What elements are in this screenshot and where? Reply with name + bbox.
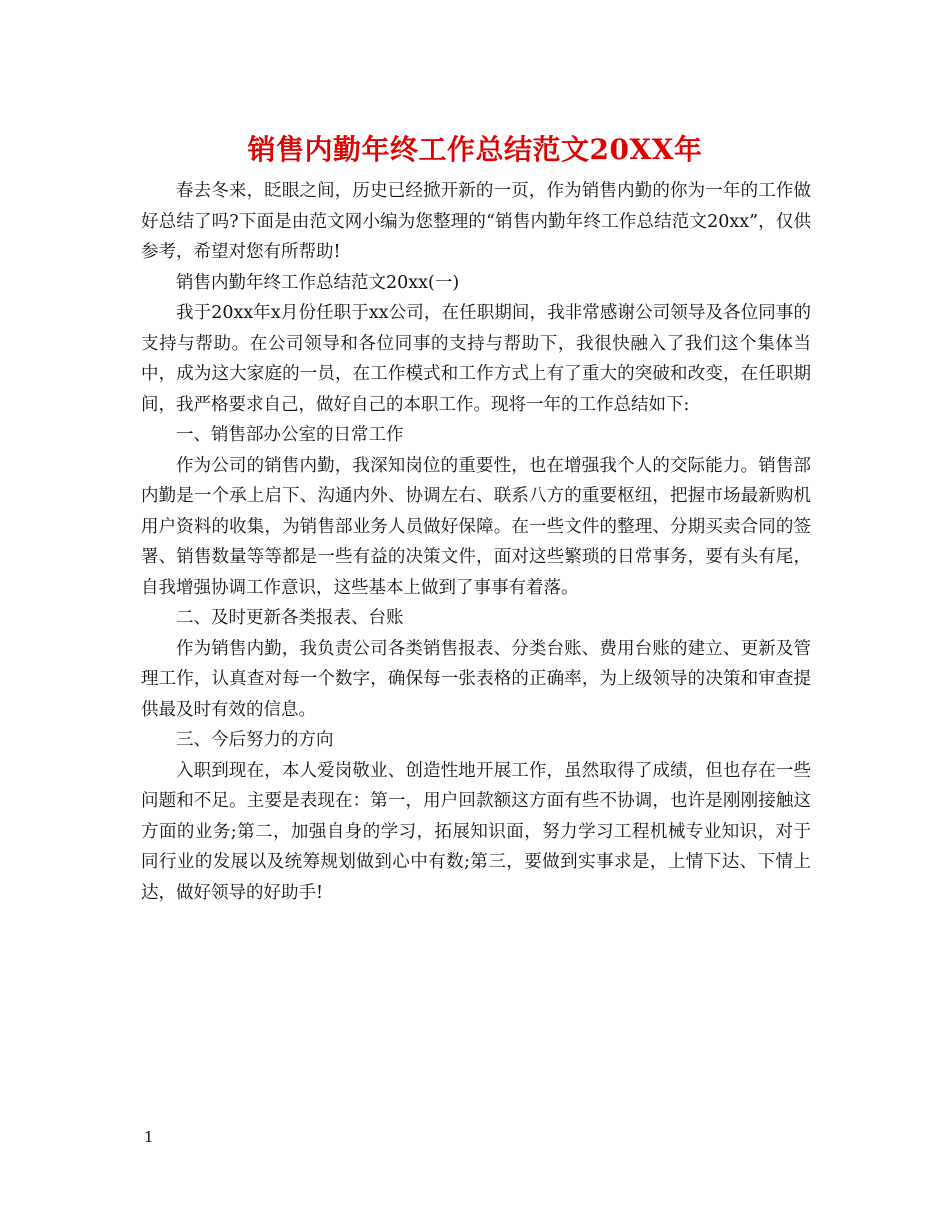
body-paragraph: 入职到现在，本人爱岗敬业、创造性地开展工作，虽然取得了成绩，但也存在一些问题和不足。主要是表现在：第一，用户回款额这方面有些不协调，也许是刚刚接触这方面的业务;第二，加强自身的学习，拓展知识面，努力学习工程机械专业知识，对于同行业的发展以及统筹规划做到心中有数;第三，要做到实事求是，上情下达、下情上达，做好领导的好助手! (141, 760, 811, 903)
page-number: 1 (144, 1128, 154, 1146)
body-paragraph: 作为公司的销售内勤，我深知岗位的重要性，也在增强我个人的交际能力。销售部内勤是一个承上启下、沟通内外、协调左右、联系八方的重要枢纽，把握市场最新购机用户资料的收集，为销售部业务人员做好保障。在一些文件的整理、分期买卖合同的签署、销售数量等等都是一些有益的决策文件，面对这些繁琐的日常事务，要有头有尾，自我增强协调工作意识，这些基本上做到了事事有着落。 (141, 455, 811, 598)
body-paragraph: 我于20xx年x月份任职于xx公司，在任职期间，我非常感谢公司领导及各位同事的支持与帮助。在公司领导和各位同事的支持与帮助下，我很快融入了我们这个集体当中，成为这大家庭的一员，在工作模式和工作方式上有了重大的突破和改变，在任职期间，我严格要求自己，做好自己的本职工作。现将一年的工作总结如下: (141, 303, 811, 415)
section-heading-2: 二、及时更新各类报表、台账 (176, 608, 404, 628)
document-title: 销售内勤年终工作总结范文20XX年 (247, 133, 703, 166)
intro-paragraph: 春去冬来，眨眼之间，历史已经掀开新的一页，作为销售内勤的你为一年的工作做好总结了吗?下面是由范文网小编为您整理的“销售内勤年终工作总结范文20xx”，仅供参考，希望对您有所帮助! (141, 181, 811, 262)
document-body (141, 176, 811, 908)
section-heading-1: 一、销售部办公室的日常工作 (176, 425, 404, 445)
body-paragraph: 作为销售内勤，我负责公司各类销售报表、分类台账、费用台账的建立、更新及管理工作，认真查对每一个数字，确保每一张表格的正确率，为上级领导的决策和审查提供最及时有效的信息。 (141, 638, 811, 720)
section-heading-3: 三、今后努力的方向 (176, 730, 334, 750)
section-subtitle: 销售内勤年终工作总结范文20xx(一) (176, 272, 460, 293)
